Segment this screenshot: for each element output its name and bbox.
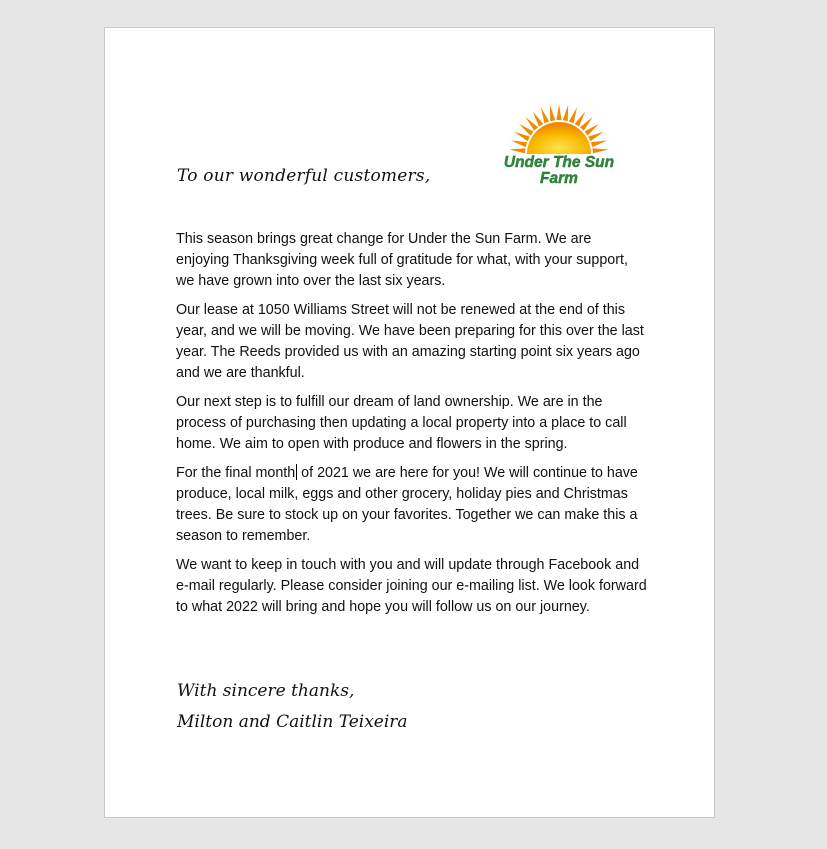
letter-body[interactable] bbox=[176, 229, 648, 626]
signature-names: Milton and Caitlin Teixeira bbox=[177, 712, 408, 732]
sun-ray bbox=[591, 140, 607, 147]
paragraph-3: Our next step is to fulfill our dream of land ownership. We are in the process of purchasing then updating a local property into a place to call home. We aim to open with produce and flowers in the spring. bbox=[176, 394, 627, 452]
letter-closing bbox=[177, 676, 408, 738]
farm-logo bbox=[497, 102, 621, 190]
document-page[interactable] bbox=[104, 27, 715, 818]
logo-text-line2: Farm bbox=[540, 170, 578, 187]
sun-ray bbox=[569, 107, 577, 123]
paragraph-4 bbox=[176, 463, 648, 547]
greeting-line: To our wonderful customers, bbox=[177, 166, 431, 186]
paragraph-4-start: For the final month bbox=[176, 465, 296, 481]
paragraph-5: We want to keep in touch with you and will update through Facebook and e-mail regularly. Please consider joining our e-mailing list. We look forward to what 2022 will bring and hope you will follow us on our journey. bbox=[176, 557, 647, 615]
sun-ray bbox=[593, 148, 609, 153]
sun-ray bbox=[541, 107, 549, 123]
sun-ray bbox=[550, 105, 555, 121]
logo-text-line1: Under The Sun bbox=[503, 154, 615, 171]
paragraph-2: Our lease at 1050 Williams Street will not be renewed at the end of this year, and we will be moving. We have been preparing for this over the last year. The Reeds provided us with an amazing starting point six years ago and we are thankful. bbox=[176, 302, 644, 381]
sun-ray bbox=[514, 132, 530, 141]
sun-ray bbox=[556, 104, 561, 120]
sun-logo-icon bbox=[497, 102, 621, 190]
sun-ray bbox=[588, 132, 604, 141]
sun-ray bbox=[511, 140, 527, 147]
sun-ray bbox=[563, 105, 568, 121]
closing-thanks: With sincere thanks, bbox=[177, 681, 355, 701]
paragraph-4-end: of 2021 we are here for you! We will continue to have produce, local milk, eggs and other grocery, holiday pies and Christmas trees. Be sure to stock up on your favorites. Together we can make this a season to remember. bbox=[176, 465, 638, 544]
paragraph-1: This season brings great change for Under the Sun Farm. We are enjoying Thanksgiving week full of gratitude for what, with your support, we have grown into over the last six years. bbox=[176, 231, 628, 289]
sun-ray bbox=[509, 148, 525, 153]
